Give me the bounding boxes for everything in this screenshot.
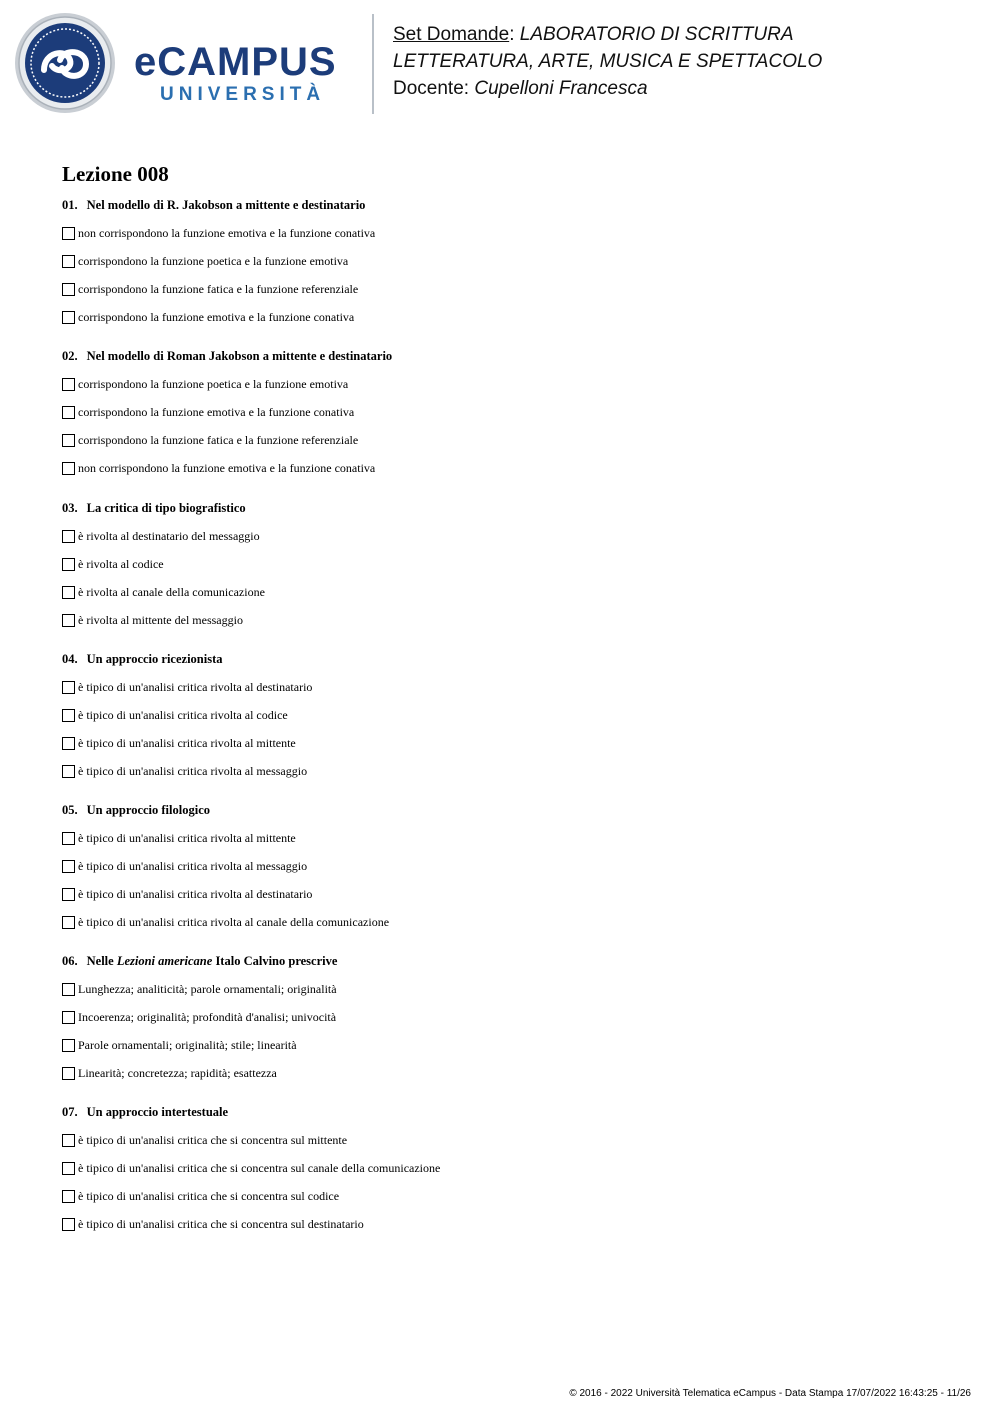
answer-option[interactable] xyxy=(62,454,392,482)
answer-option[interactable] xyxy=(62,426,392,454)
answer-text: è tipico di un'analisi critica rivolta al mittente xyxy=(78,735,296,750)
question-label: La critica di tipo biografistico xyxy=(86,501,246,515)
answer-text: è tipico di un'analisi critica rivolta al mittente xyxy=(78,830,296,845)
answer-checkbox[interactable] xyxy=(62,1218,75,1231)
answer-option[interactable] xyxy=(62,673,312,701)
answer-text: corrispondono la funzione poetica e la funzione emotiva xyxy=(78,253,349,268)
answer-checkbox[interactable] xyxy=(62,765,75,778)
answer-checkbox[interactable] xyxy=(62,406,75,419)
question-label: Un approccio filologico xyxy=(86,803,211,817)
answer-text: è tipico di un'analisi critica rivolta al destinatario xyxy=(78,886,313,901)
answer-option[interactable] xyxy=(62,975,337,1003)
answer-checkbox[interactable] xyxy=(62,378,75,391)
answer-option[interactable] xyxy=(62,1210,440,1238)
question-label: Nel modello di Roman Jakobson a mittente e destinatario xyxy=(86,349,393,363)
answer-option[interactable] xyxy=(62,880,389,908)
answer-checkbox[interactable] xyxy=(62,1011,75,1024)
answer-checkbox[interactable] xyxy=(62,227,75,240)
ecampus-seal-logo xyxy=(14,12,116,114)
answer-checkbox[interactable] xyxy=(62,462,75,475)
question-label: Un approccio ricezionista xyxy=(86,652,223,666)
answer-text: Lunghezza; analiticità; parole ornamentali; originalità xyxy=(78,981,337,996)
page-header xyxy=(0,0,1000,125)
answer-option[interactable] xyxy=(62,303,375,331)
answer-checkbox[interactable] xyxy=(62,586,75,599)
answer-checkbox[interactable] xyxy=(62,860,75,873)
answer-checkbox[interactable] xyxy=(62,709,75,722)
answer-text: corrispondono la funzione emotiva e la funzione conativa xyxy=(78,309,355,324)
answer-checkbox[interactable] xyxy=(62,832,75,845)
answer-checkbox[interactable] xyxy=(62,311,75,324)
question-number: 07. xyxy=(62,1105,78,1119)
answer-checkbox[interactable] xyxy=(62,1067,75,1080)
answer-checkbox[interactable] xyxy=(62,434,75,447)
answer-option[interactable] xyxy=(62,757,312,785)
answer-text: corrispondono la funzione emotiva e la funzione conativa xyxy=(78,404,355,419)
answer-text: corrispondono la funzione fatica e la funzione referenziale xyxy=(78,281,359,296)
question-label-after: Italo Calvino prescrive xyxy=(215,954,338,968)
question-block-06 xyxy=(62,953,337,1087)
answer-text: corrispondono la funzione fatica e la funzione referenziale xyxy=(78,432,359,447)
answer-checkbox[interactable] xyxy=(62,737,75,750)
answer-text: è rivolta al destinatario del messaggio xyxy=(78,528,260,543)
question-block-02 xyxy=(62,348,392,482)
answer-text: è tipico di un'analisi critica che si concentra sul destinatario xyxy=(78,1216,364,1231)
answer-option[interactable] xyxy=(62,1003,337,1031)
answer-text: è tipico di un'analisi critica rivolta al messaggio xyxy=(78,763,308,778)
course-info: Set Domande: LABORATORIO DI SCRITTURA LETTERATURA, ARTE, MUSICA E SPETTACOLO Docente: Cupelloni Francesca xyxy=(393,21,983,102)
question-block-01 xyxy=(62,197,375,331)
question-number: 01. xyxy=(62,198,78,212)
question-number: 06. xyxy=(62,954,78,968)
teacher-label: Docente xyxy=(393,78,464,99)
answer-option[interactable] xyxy=(62,852,389,880)
question-number: 02. xyxy=(62,349,78,363)
answer-option[interactable] xyxy=(62,370,392,398)
answer-checkbox[interactable] xyxy=(62,614,75,627)
answer-checkbox[interactable] xyxy=(62,1190,75,1203)
set-title-line1: LABORATORIO DI SCRITTURA xyxy=(519,24,794,45)
answer-text: è tipico di un'analisi critica rivolta al destinatario xyxy=(78,679,313,694)
question-number: 03. xyxy=(62,501,78,515)
question-text xyxy=(62,500,265,516)
answer-text: Incoerenza; originalità; profondità d'analisi; univocità xyxy=(78,1009,337,1024)
answer-text: è tipico di un'analisi critica che si concentra sul mittente xyxy=(78,1132,348,1147)
answer-checkbox[interactable] xyxy=(62,983,75,996)
answer-option[interactable] xyxy=(62,1182,440,1210)
answer-text: non corrispondono la funzione emotiva e la funzione conativa xyxy=(78,460,376,475)
answer-option[interactable] xyxy=(62,247,375,275)
ecampus-wordmark xyxy=(134,40,337,106)
page-footer: © 2016 - 2022 Università Telematica eCampus - Data Stampa 17/07/2022 16:43:25 - 11/26 xyxy=(569,1388,971,1399)
brand-sub: UNIVERSITÀ xyxy=(160,84,326,105)
answer-checkbox[interactable] xyxy=(62,1134,75,1147)
lesson-title: Lezione 008 xyxy=(62,162,169,186)
answer-text: è tipico di un'analisi critica che si concentra sul canale della comunicazione xyxy=(78,1160,441,1175)
set-title-line2: LETTERATURA, ARTE, MUSICA E SPETTACOLO xyxy=(393,51,823,72)
answer-text: è rivolta al canale della comunicazione xyxy=(78,584,265,599)
answer-checkbox[interactable] xyxy=(62,283,75,296)
answer-text: corrispondono la funzione poetica e la funzione emotiva xyxy=(78,376,349,391)
answer-option[interactable] xyxy=(62,275,375,303)
answer-text: è tipico di un'analisi critica che si concentra sul codice xyxy=(78,1188,340,1203)
question-text xyxy=(62,953,337,969)
answer-option[interactable] xyxy=(62,1126,440,1154)
answer-option[interactable] xyxy=(62,578,265,606)
answer-text: non corrispondono la funzione emotiva e la funzione conativa xyxy=(78,225,376,240)
answer-option[interactable] xyxy=(62,606,265,634)
question-number: 05. xyxy=(62,803,78,817)
brand-main: eCAMPUS xyxy=(134,40,337,84)
question-text xyxy=(62,348,392,364)
question-text xyxy=(62,197,375,213)
question-label-before: Nelle xyxy=(86,954,114,968)
question-block-04 xyxy=(62,651,312,785)
set-label: Set Domande xyxy=(393,24,510,45)
answer-option[interactable] xyxy=(62,701,312,729)
answer-option[interactable] xyxy=(62,1154,440,1182)
answer-checkbox[interactable] xyxy=(62,888,75,901)
answer-text: è rivolta al mittente del messaggio xyxy=(78,612,243,627)
answer-text: Linearità; concretezza; rapidità; esattezza xyxy=(78,1065,277,1080)
answer-option[interactable] xyxy=(62,1059,337,1087)
answer-text: è rivolta al codice xyxy=(78,556,164,571)
question-block-05 xyxy=(62,802,389,936)
answer-option[interactable] xyxy=(62,1031,337,1059)
answer-option[interactable] xyxy=(62,824,389,852)
answer-checkbox[interactable] xyxy=(62,558,75,571)
answer-text: è tipico di un'analisi critica rivolta al canale della comunicazione xyxy=(78,914,390,929)
teacher-name: Cupelloni Francesca xyxy=(474,78,648,99)
question-label-italic: Lezioni americane xyxy=(116,954,213,968)
answer-option[interactable] xyxy=(62,522,265,550)
answer-checkbox[interactable] xyxy=(62,1162,75,1175)
question-label: Nel modello di R. Jakobson a mittente e destinatario xyxy=(86,198,366,212)
answer-text: è tipico di un'analisi critica rivolta al codice xyxy=(78,707,288,722)
answer-checkbox[interactable] xyxy=(62,530,75,543)
question-label: Un approccio intertestuale xyxy=(86,1105,229,1119)
question-text xyxy=(62,1104,440,1120)
answer-option[interactable] xyxy=(62,550,265,578)
answer-checkbox[interactable] xyxy=(62,255,75,268)
header-divider xyxy=(372,14,374,114)
answer-text: Parole ornamentali; originalità; stile; linearità xyxy=(78,1037,297,1052)
question-text xyxy=(62,651,312,667)
answer-option[interactable] xyxy=(62,219,375,247)
question-number: 04. xyxy=(62,652,78,666)
question-text xyxy=(62,802,389,818)
answer-checkbox[interactable] xyxy=(62,916,75,929)
question-block-03 xyxy=(62,500,265,634)
answer-text: è tipico di un'analisi critica rivolta al messaggio xyxy=(78,858,308,873)
question-block-07 xyxy=(62,1104,440,1238)
answer-option[interactable] xyxy=(62,398,392,426)
answer-option[interactable] xyxy=(62,908,389,936)
answer-option[interactable] xyxy=(62,729,312,757)
answer-checkbox[interactable] xyxy=(62,681,75,694)
answer-checkbox[interactable] xyxy=(62,1039,75,1052)
